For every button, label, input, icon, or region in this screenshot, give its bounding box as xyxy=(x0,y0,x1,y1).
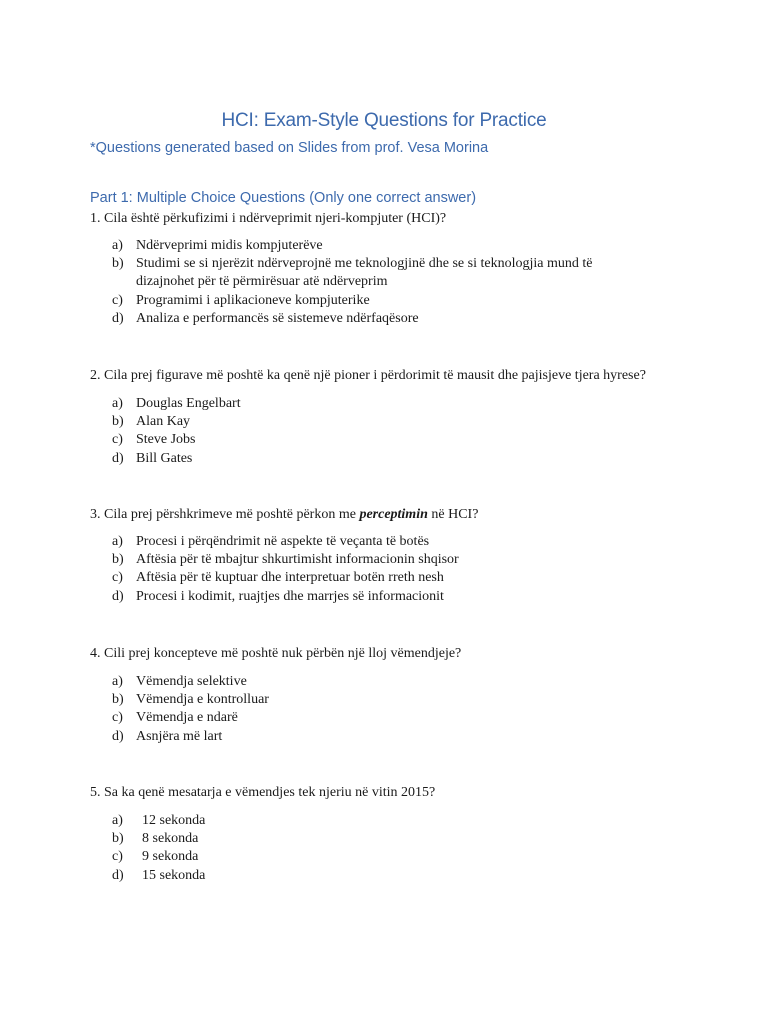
option-letter: d) xyxy=(112,867,124,883)
option-text: 8 sekonda xyxy=(142,831,199,847)
option-letter: c) xyxy=(112,432,123,448)
option-letter: a) xyxy=(112,813,123,828)
option-b xyxy=(112,413,241,431)
option-c xyxy=(112,709,269,727)
option-text: 15 sekonda xyxy=(142,867,206,883)
option-text: Vëmendja e ndarë xyxy=(136,710,238,726)
option-a xyxy=(112,812,205,830)
question-1-text: 1. Cila është përkufizimi i ndërveprimit njeri-kompjuter (HCI)? xyxy=(90,211,447,226)
option-letter: c) xyxy=(112,570,123,586)
question-5-options xyxy=(112,812,205,885)
option-text: Aftësia për të kuptuar dhe interpretuar botën rreth nesh xyxy=(136,570,444,586)
option-d xyxy=(112,450,241,468)
option-a xyxy=(112,533,459,551)
option-text: Aftësia për të mbajtur shkurtimisht informacionin shqisor xyxy=(136,552,459,568)
option-letter: b) xyxy=(112,831,124,847)
option-c xyxy=(112,848,205,866)
question-3-options xyxy=(112,533,459,606)
option-b xyxy=(112,255,636,291)
option-d xyxy=(112,728,269,746)
option-text: Steve Jobs xyxy=(136,432,196,448)
question-3-emphasis: perceptimin xyxy=(359,507,428,522)
option-text: Asnjëra më lart xyxy=(136,728,223,744)
option-letter: d) xyxy=(112,310,124,326)
option-b xyxy=(112,691,269,709)
option-letter: a) xyxy=(112,396,123,411)
option-text: Vëmendja e kontrolluar xyxy=(136,692,269,708)
option-text: Bill Gates xyxy=(136,450,193,466)
option-c xyxy=(112,431,241,449)
question-3-text-before: 3. Cila prej përshkrimeve më poshtë përkon me xyxy=(90,507,360,522)
option-letter: a) xyxy=(112,238,123,253)
option-text: Procesi i kodimit, ruajtjes dhe marrjes së informacionit xyxy=(136,588,444,604)
question-2-options xyxy=(112,395,241,468)
option-text: Programimi i aplikacioneve kompjuterike xyxy=(136,292,370,308)
question-2-text: 2. Cila prej figurave më poshtë ka qenë një pioner i përdorimit të mausit dhe pajisjeve tjera hyrese? xyxy=(90,368,646,383)
option-text: Ndërveprimi midis kompjuterëve xyxy=(136,238,323,253)
option-letter: c) xyxy=(112,849,123,865)
option-text: 9 sekonda xyxy=(142,849,199,865)
option-c xyxy=(112,292,636,310)
option-letter: b) xyxy=(112,692,124,708)
option-d xyxy=(112,867,205,885)
option-a xyxy=(112,395,241,413)
option-letter: b) xyxy=(112,552,124,568)
option-c xyxy=(112,569,459,587)
option-text: Studimi se si njerëzit ndërveprojnë me teknologjinë dhe se si teknologjia mund të dizajnohet për të përmirësuar atë ndërveprim xyxy=(136,256,593,290)
question-5-text: 5. Sa ka qenë mesatarja e vëmendjes tek njeriu në vitin 2015? xyxy=(90,785,436,800)
question-4-options xyxy=(112,673,269,746)
option-text: Vëmendja selektive xyxy=(136,674,247,689)
option-letter: c) xyxy=(112,292,123,308)
option-letter: d) xyxy=(112,588,124,604)
option-text: Procesi i përqëndrimit në aspekte të veçanta të botës xyxy=(136,534,430,549)
option-letter: b) xyxy=(112,256,124,272)
option-text: 12 sekonda xyxy=(142,813,206,828)
option-letter: a) xyxy=(112,674,123,689)
document-subtitle: *Questions generated based on Slides from prof. Vesa Morina xyxy=(90,140,489,156)
question-1-options xyxy=(112,237,636,328)
part-heading: Part 1: Multiple Choice Questions (Only one correct answer) xyxy=(90,190,477,206)
question-3-text xyxy=(90,506,478,524)
option-text: Douglas Engelbart xyxy=(136,396,241,411)
document-title: HCI: Exam-Style Questions for Practice xyxy=(221,110,547,131)
option-letter: b) xyxy=(112,414,124,430)
option-b xyxy=(112,551,459,569)
option-letter: d) xyxy=(112,728,124,744)
option-d xyxy=(112,310,636,328)
option-d xyxy=(112,588,459,606)
option-letter: a) xyxy=(112,534,123,549)
option-letter: d) xyxy=(112,450,124,466)
option-a xyxy=(112,237,636,255)
question-4-text: 4. Cili prej koncepteve më poshtë nuk përbën një lloj vëmendjeje? xyxy=(90,646,462,661)
option-b xyxy=(112,830,205,848)
option-a xyxy=(112,673,269,691)
option-text: Alan Kay xyxy=(136,414,191,430)
option-text: Analiza e performancës së sistemeve ndërfaqësore xyxy=(136,310,419,326)
question-3-text-after: në HCI? xyxy=(427,507,479,522)
option-letter: c) xyxy=(112,710,123,726)
